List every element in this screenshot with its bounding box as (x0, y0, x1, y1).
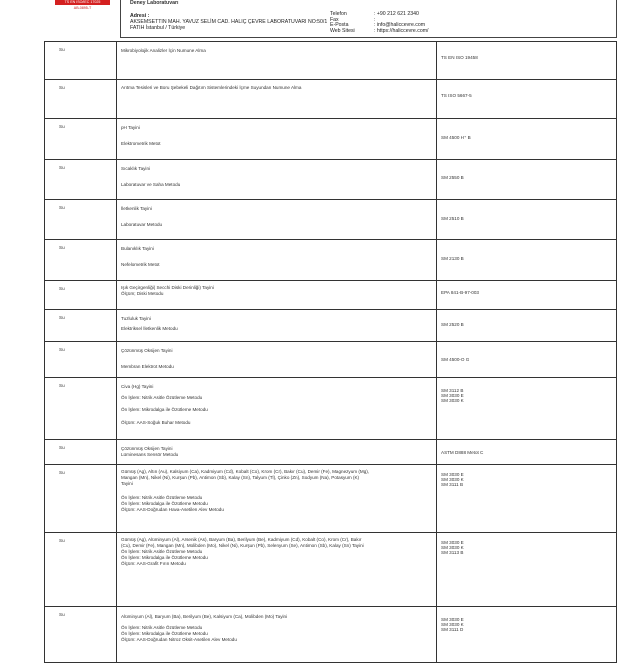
table-row (44, 342, 617, 378)
test-method-line: (Cu), Demir (Fe), Mangan (Mn), Molibden (Mo), Nikel (Ni), Kurşun (Pb), Selenyum (Se), Antimon (Sb), Kalay (Sn) Tayini (121, 543, 364, 548)
test-method-line: Tayini (121, 481, 133, 486)
matrix-label: Su (59, 205, 65, 210)
standard-reference: SM 2550 B (441, 175, 464, 180)
standard-reference: SM 3030 E (441, 472, 464, 477)
test-method-line: Ön İşlem: Mikrodalga ile Özütleme Metodu (121, 631, 208, 636)
standard-cell (437, 310, 618, 341)
test-method-cell (117, 607, 437, 662)
test-method-line: Ölçüm: AAS-Grafit Fırın Metodu (121, 561, 186, 566)
contact-value: : +90 212 621 2340 (374, 11, 419, 17)
matrix-label: Su (59, 47, 65, 52)
test-method-line: Ölçüm: AAS-Doğrudan Hava-Asetilen Alev Metodu (121, 507, 224, 512)
standard-reference: TS EN ISO 19458 (441, 55, 478, 60)
test-method-line: Laboratuvar ve Saha Metodu (121, 182, 181, 187)
table-row (44, 378, 617, 440)
test-method-cell (117, 281, 437, 309)
matrix-cell (45, 465, 117, 532)
standard-cell (437, 378, 618, 439)
table-row (44, 240, 617, 281)
test-method-line: İletkenlik Tayini (121, 206, 152, 211)
test-method-line: Ön İşlem: Nitrik Asitle Özütleme Metodu (121, 625, 203, 630)
matrix-cell (45, 310, 117, 341)
matrix-cell (45, 440, 117, 464)
standard-cell (437, 42, 618, 79)
matrix-label: Su (59, 85, 65, 90)
table-row (44, 607, 617, 663)
test-method-cell (117, 240, 437, 280)
test-method-line: Mangan (Mn), Nikel (Ni), Kurşun (Pb), Antimon (Sb), Kalay (Sn), Talyum (Tl), Çinko (Zn), Sodyum (Na), Potasyum (K) (121, 475, 360, 480)
standard-reference: SM 2130 B (441, 256, 464, 261)
test-method-line: Gümüş (Ag), Alüminyum (Al), Arsenik (As), Baryum (Ba), Berilyum (Be), Kadmiyum (Cd), Kobalt (Co), Krom (Cr), Bakır (121, 537, 362, 542)
standard-cell (437, 240, 618, 280)
standard-reference: SM 3111 B (441, 482, 464, 487)
test-method-line: Sıcaklık Tayini (121, 166, 151, 171)
standard-cell (437, 533, 618, 606)
matrix-cell (45, 160, 117, 199)
contact-key: E-Posta (330, 22, 349, 29)
table-row (44, 465, 617, 533)
test-method-line: Ön İşlem: Mikrodalga ile Özütleme Metodu (121, 555, 208, 560)
standard-cell (437, 342, 618, 377)
test-method-line: Çözünmüş Oksijen Tayini (121, 348, 173, 353)
standard-reference: SM 2510 B (441, 216, 464, 221)
test-method-cell (117, 440, 437, 464)
matrix-label: Su (59, 124, 65, 129)
matrix-cell (45, 378, 117, 439)
standard-reference: EPA 841-B-97-003 (441, 290, 479, 295)
standard-reference: SM 3030 E (441, 617, 464, 622)
standard-cell (437, 160, 618, 199)
contact-value[interactable]: : https://haliccevre.com/ (374, 27, 429, 34)
matrix-label: Su (59, 347, 65, 352)
matrix-label: Su (59, 245, 65, 250)
test-method-line: Ön İşlem: Nitrik Asitle Özütleme Metodu (121, 395, 203, 400)
standard-reference: SM 2520 B (441, 322, 464, 327)
test-method-line: Elektriksel İletkenlik Metodu (121, 326, 178, 331)
standard-cell (437, 281, 618, 309)
test-method-line: Nefelometrik Metot (121, 262, 160, 267)
matrix-cell (45, 342, 117, 377)
test-method-cell (117, 342, 437, 377)
table-row (44, 41, 617, 80)
test-method-line: Civa (Hg) Tayini (121, 384, 154, 389)
standard-reference: SM 4500-O G (441, 357, 470, 362)
standard-reference: TS ISO 5667-5 (441, 93, 472, 98)
matrix-cell (45, 533, 117, 606)
standard-cell (437, 440, 618, 464)
contact-key: Fax (330, 16, 339, 23)
test-method-line: Ön İşlem: Mikrodalga ile Özütleme Metodu (121, 501, 208, 506)
lab-address (130, 13, 330, 31)
test-method-line: Ölçüm: AAS-Soğuk Buhar Metodu (121, 420, 191, 425)
test-method-cell (117, 378, 437, 439)
table-row (44, 80, 617, 119)
matrix-label: Su (59, 286, 65, 291)
test-method-line: Gümüş (Ag), Altın (Au), Kalsiyum (Ca), Kadmiyum (Cd), Kobalt (Co), Krom (Cr), Bakır (Cu), Demir (Fe), Magnezyum (Mg), (121, 469, 370, 474)
table-row (44, 200, 617, 240)
table-row (44, 119, 617, 160)
test-method-line: pH Tayini (121, 125, 140, 130)
test-method-line: Elektrometrik Metot (121, 141, 161, 146)
matrix-label: Su (59, 315, 65, 320)
table-row (44, 310, 617, 342)
test-method-cell (117, 42, 437, 79)
matrix-label: Su (59, 445, 65, 450)
matrix-cell (45, 240, 117, 280)
matrix-label: Su (59, 383, 65, 388)
test-method-cell (117, 310, 437, 341)
header-title: Deney Laboratuvarı (130, 0, 179, 6)
accreditation-scope-table (44, 41, 617, 663)
test-method-line: Bulanıklık Tayini (121, 246, 154, 251)
matrix-label: Su (59, 165, 65, 170)
test-method-line: Arıtma Tesisleri ve Boru Şebekeli Dağıtım Sistemlerindeki İçme Suyundan Numune Alma (121, 85, 302, 90)
table-row (44, 440, 617, 465)
test-method-cell (117, 533, 437, 606)
page-header (0, 0, 640, 38)
test-method-line: Laboratuvar Metodu (121, 222, 163, 227)
test-method-cell (117, 465, 437, 532)
contact-info (330, 12, 484, 34)
matrix-cell (45, 80, 117, 118)
standard-reference: SM 3030 E (441, 540, 464, 545)
address-text: AKSEMSETTIN MAH. YAVUZ SELİM CAD. HALIÇ ÇEVRE LABORATUVARI NO:50/1 FATIH İstanbul / Türkiye (130, 19, 328, 31)
standard-cell (437, 607, 618, 662)
standard-cell (437, 80, 618, 118)
test-method-line: Ölçüm; Diski Metodu (121, 291, 164, 296)
contact-key: Telefon (330, 11, 347, 17)
standard-reference: SM 3030 E (441, 393, 464, 398)
standard-reference: SM 3030 K (441, 545, 464, 550)
test-method-line: Tuzluluk Tayini (121, 316, 151, 321)
matrix-cell (45, 200, 117, 239)
test-method-line: Ön İşlem: Nitrik Asitle Özütleme Metodu (121, 549, 203, 554)
contact-row (330, 29, 484, 35)
test-method-line: Lüminesans Sensör Metodu (121, 452, 179, 457)
test-method-line: Ön İşlem: Nitrik Asitle Özütleme Metodu (121, 495, 203, 500)
test-method-cell (117, 119, 437, 159)
table-row (44, 160, 617, 200)
standard-reference: ASTM D888 Metot C (441, 450, 484, 455)
logo-top-text: TS EN ISO/IEC 17025 (64, 0, 101, 4)
test-method-line: Ön İşlem: Mikrodalga ile Özütleme Metodu (121, 407, 208, 412)
matrix-label: Su (59, 470, 65, 475)
standard-reference: SM 3030 K (441, 477, 464, 482)
matrix-cell (45, 42, 117, 79)
standard-reference: SM 3030 K (441, 398, 464, 403)
table-row (44, 281, 617, 310)
test-method-cell (117, 160, 437, 199)
contact-key: Web Sitesi (330, 27, 355, 34)
standard-cell (437, 119, 618, 159)
contact-value: : (374, 16, 376, 23)
test-method-cell (117, 200, 437, 239)
test-method-line: Mikrobiyolojik Analizler İçin Numune Alma (121, 48, 206, 53)
standard-reference: SM 3113 B (441, 550, 464, 555)
test-method-line: Işık Geçirgenliği( Secchi Diski Derinliği) Tayini (121, 285, 214, 290)
matrix-label: Su (59, 538, 65, 543)
test-method-line: Alüminyum (Al), Baryum (Ba), Berilyum (Be), Kalsiyum (Ca), Molibden (Mo) Tayini (121, 614, 288, 619)
standard-reference: SM 3111 D (441, 627, 464, 632)
table-row (44, 533, 617, 607)
standard-reference: SM 4500 H⁺ B (441, 135, 471, 140)
test-method-line: Çözünmüş Oksijen Tayini (121, 446, 173, 451)
standard-cell (437, 200, 618, 239)
standard-reference: SM 3030 K (441, 622, 464, 627)
matrix-cell (45, 119, 117, 159)
address-label: Adresi : (130, 13, 150, 19)
standard-cell (437, 465, 618, 532)
test-method-cell (117, 80, 437, 118)
matrix-cell (45, 607, 117, 662)
standard-reference: SM 3112 B (441, 388, 464, 393)
test-method-line: Ölçüm: AAS-Doğrudan Nitroz Oksit-Asetilen Alev Metodu (121, 637, 237, 642)
logo-code: AB-0895-T (73, 6, 92, 10)
test-method-line: Membran Elektrot Metodu (121, 364, 174, 369)
matrix-cell (45, 281, 117, 309)
accreditation-logo (55, 0, 110, 22)
matrix-label: Su (59, 612, 65, 617)
contact-value[interactable]: : info@haliccevre.com (374, 22, 426, 29)
